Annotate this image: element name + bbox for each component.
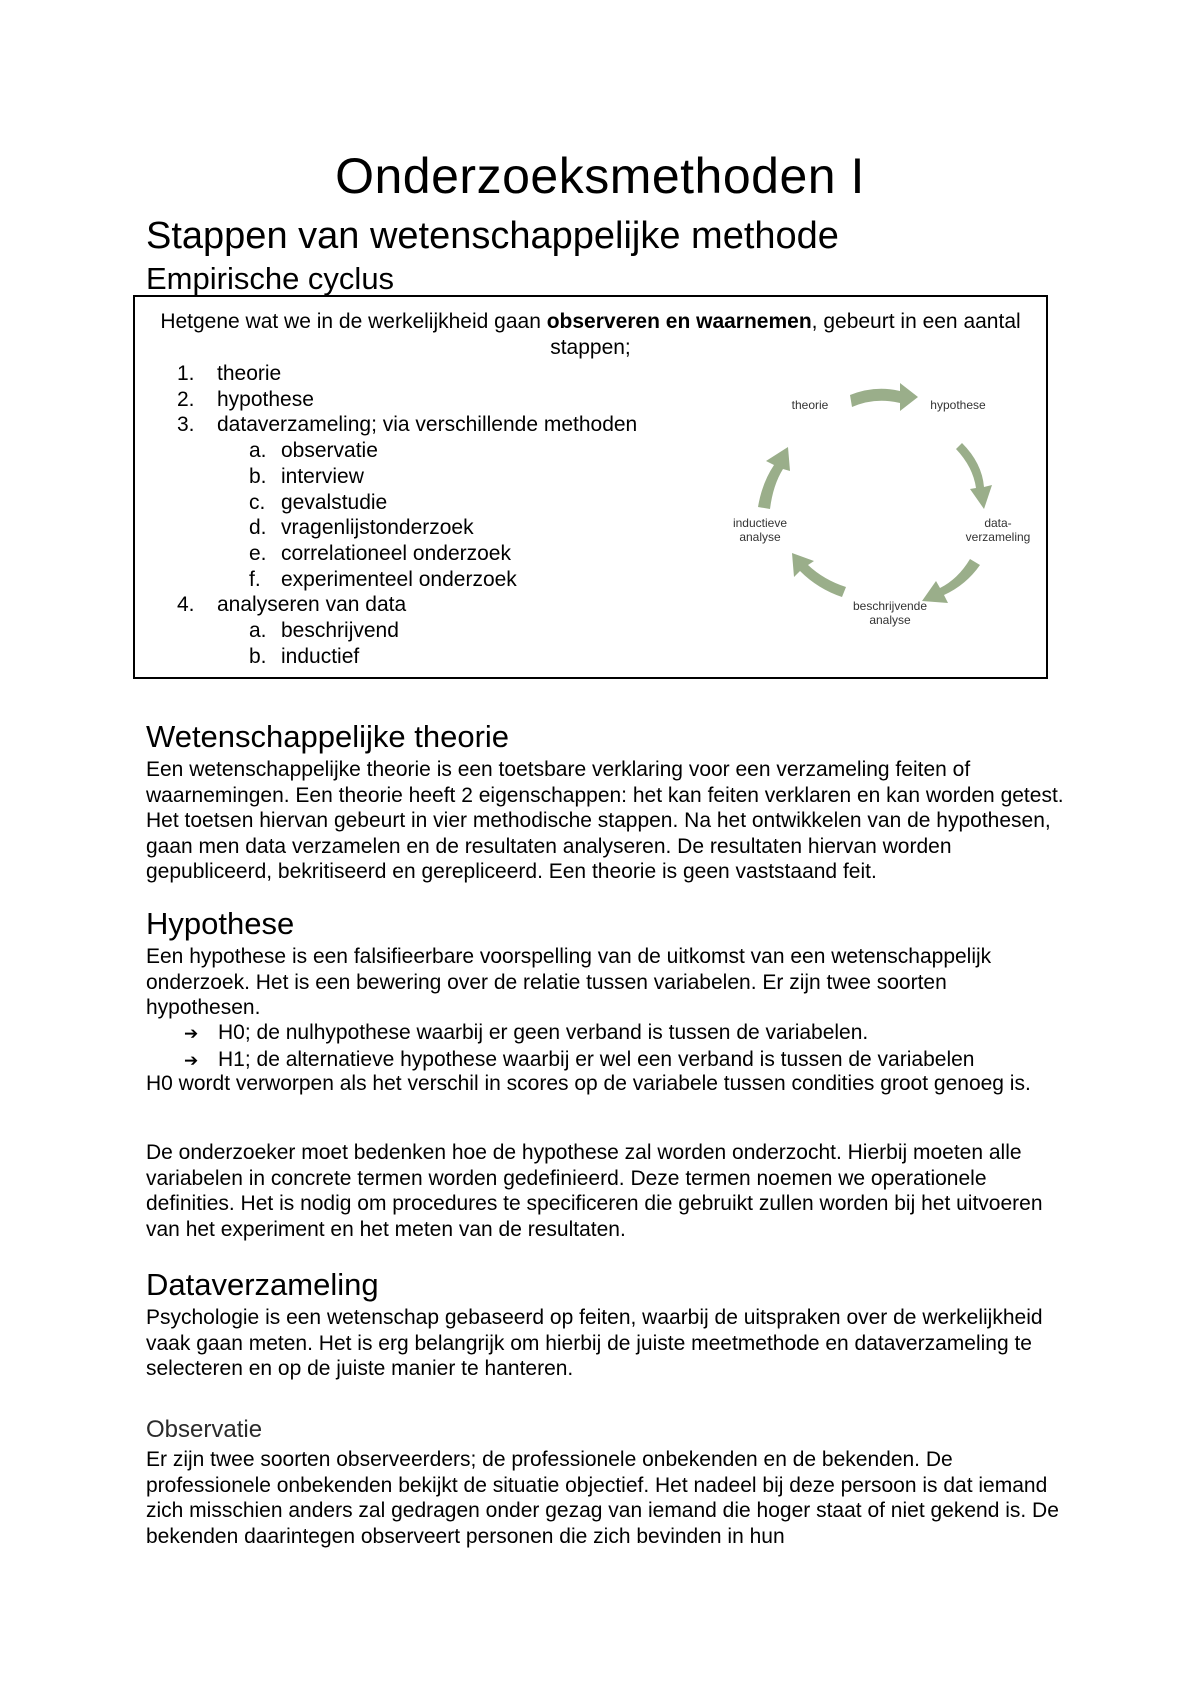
list-number: a. <box>249 439 267 463</box>
list-item <box>177 361 637 387</box>
list-item <box>177 490 637 516</box>
arrow-icon: ➔ <box>184 1024 199 1043</box>
list-number: 2. <box>177 387 195 411</box>
list-number: c. <box>249 490 266 514</box>
list-number: b. <box>249 644 267 668</box>
cycle-label-data-2: verzameling <box>965 530 1031 544</box>
list-text: experimenteel onderzoek <box>281 567 517 591</box>
list-text: dataverzameling; via verschillende methoden <box>217 413 638 437</box>
cycle-arrow-icon <box>758 447 790 509</box>
list-text: observatie <box>281 439 378 463</box>
list-text: correlationeel onderzoek <box>281 541 511 565</box>
cycle-label-induct-1: inductieve <box>732 516 788 530</box>
list-item <box>177 438 637 464</box>
list-number: f. <box>249 567 261 591</box>
empirical-cycle-diagram <box>700 375 1040 645</box>
list-item <box>177 644 637 670</box>
section-heading-theory: Wetenschappelijke theorie <box>146 719 510 754</box>
list-item <box>177 592 637 618</box>
list-text: H0; de nulhypothese waarbij er geen verband is tussen de variabelen. <box>218 1021 869 1044</box>
section-heading-steps: Stappen van wetenschappelijke methode <box>146 215 839 257</box>
list-item <box>177 412 637 438</box>
cycle-label-hypothese: hypothese <box>930 398 986 412</box>
list-number: d. <box>249 516 267 540</box>
list-text: vragenlijstonderzoek <box>281 516 474 540</box>
list-item <box>177 541 637 567</box>
empirical-cycle-box <box>133 295 1048 679</box>
list-item <box>177 567 637 593</box>
list-text: gevalstudie <box>281 490 388 514</box>
cycle-label-beschr-2: analyse <box>869 613 911 627</box>
theory-paragraph: Een wetenschappelijke theorie is een toetsbare verklaring voor een verzameling feiten of waarnemingen. Een theorie heeft 2 eigenschappen: het kan feiten verklaren en kan worden getest. Het toetsen hiervan gebeurt in vier methodische stappen. Na het ontwikkelen van de hypothesen, gaan men data verzamelen en de resultaten analyseren. De resultaten hiervan worden gepubliceerd, bekritiseerd en gerepliceerd. Een theorie is geen vaststaand feit. <box>146 758 1064 883</box>
data-paragraph: Psychologie is een wetenschap gebaseerd op feiten, waarbij de uitspraken over de werkelijkheid vaak gaan meten. Het is erg belangrijk om hierbij de juiste meetmethode en dataverzameling te selecteren en op de juiste manier te hanteren. <box>146 1306 1043 1380</box>
hypothesis-paragraph: Een hypothese is een falsifieerbare voorspelling van de uitkomst van een wetenschappelijk onderzoek. Het is een bewering over de relatie tussen variabelen. Er zijn twee soorten hypothesen. <box>146 945 992 1019</box>
steps-list <box>177 361 637 669</box>
intro-text-end: , gebeurt in een aantal stappen; <box>550 310 1021 359</box>
subheading-empirical-cycle: Empirische cyclus <box>146 261 395 296</box>
list-text: inductief <box>281 644 360 668</box>
cycle-arrow-icon <box>850 383 918 411</box>
intro-text: Hetgene wat we in de werkelijkheid gaan <box>160 310 547 333</box>
list-text: beschrijvend <box>281 619 399 643</box>
list-number: b. <box>249 464 267 488</box>
list-item <box>184 1047 974 1074</box>
hypothesis-paragraph-2: De onderzoeker moet bedenken hoe de hypothese zal worden onderzocht. Hierbij moeten alle variabelen in concrete termen worden gedefinieerd. Deze termen noemen we operationele definities. Het is nodig om procedures te specificeren die gebruikt zullen worden bij het uitvoeren van het experiment en het meten van de resultaten. <box>146 1141 1043 1241</box>
box-intro <box>135 309 1046 361</box>
cycle-arrow-icon <box>922 559 980 603</box>
list-text: interview <box>281 464 364 488</box>
subheading-observation: Observatie <box>146 1416 263 1443</box>
section-heading-data: Dataverzameling <box>146 1267 379 1302</box>
page-title: Onderzoeksmethoden I <box>335 148 865 204</box>
cycle-label-data-1: data- <box>984 516 1012 530</box>
list-item <box>184 1020 974 1047</box>
arrow-icon: ➔ <box>184 1050 199 1070</box>
list-item <box>177 464 637 490</box>
cycle-label-theorie: theorie <box>791 398 829 412</box>
list-item <box>177 618 637 644</box>
intro-bold: observeren en waarnemen <box>546 310 812 333</box>
section-heading-hypothesis: Hypothese <box>146 906 295 941</box>
list-text: theorie <box>217 362 282 385</box>
list-item <box>177 515 637 541</box>
list-item <box>177 387 637 413</box>
cycle-label-induct-2: analyse <box>739 530 781 544</box>
list-text: analyseren van data <box>217 593 407 617</box>
hypothesis-bullets <box>184 1020 974 1073</box>
cycle-arrow-icon <box>792 553 846 597</box>
list-number: e. <box>249 541 267 565</box>
list-number: 1. <box>177 362 195 385</box>
cycle-arrow-icon <box>956 443 992 509</box>
list-number: 4. <box>177 593 195 617</box>
list-number: 3. <box>177 413 195 437</box>
list-text: hypothese <box>217 387 314 411</box>
list-text: H1; de alternatieve hypothese waarbij er wel een verband is tussen de variabelen <box>218 1047 975 1071</box>
observation-paragraph: Er zijn twee soorten observeerders; de professionele onbekenden en de bekenden. De professionele onbekenden bekijkt de situatie objectief. Het nadeel bij deze persoon is dat iemand zich misschien anders zal gedragen onder gezag van iemand die hoger staat of niet gekend is. De bekenden daarintegen observeert personen die zich bevinden in hun <box>146 1448 1059 1548</box>
hypothesis-after: H0 wordt verworpen als het verschil in scores op de variabele tussen condities groot genoeg is. <box>146 1072 1031 1095</box>
cycle-label-beschr-1: beschrijvende <box>852 599 928 613</box>
list-number: a. <box>249 619 267 643</box>
